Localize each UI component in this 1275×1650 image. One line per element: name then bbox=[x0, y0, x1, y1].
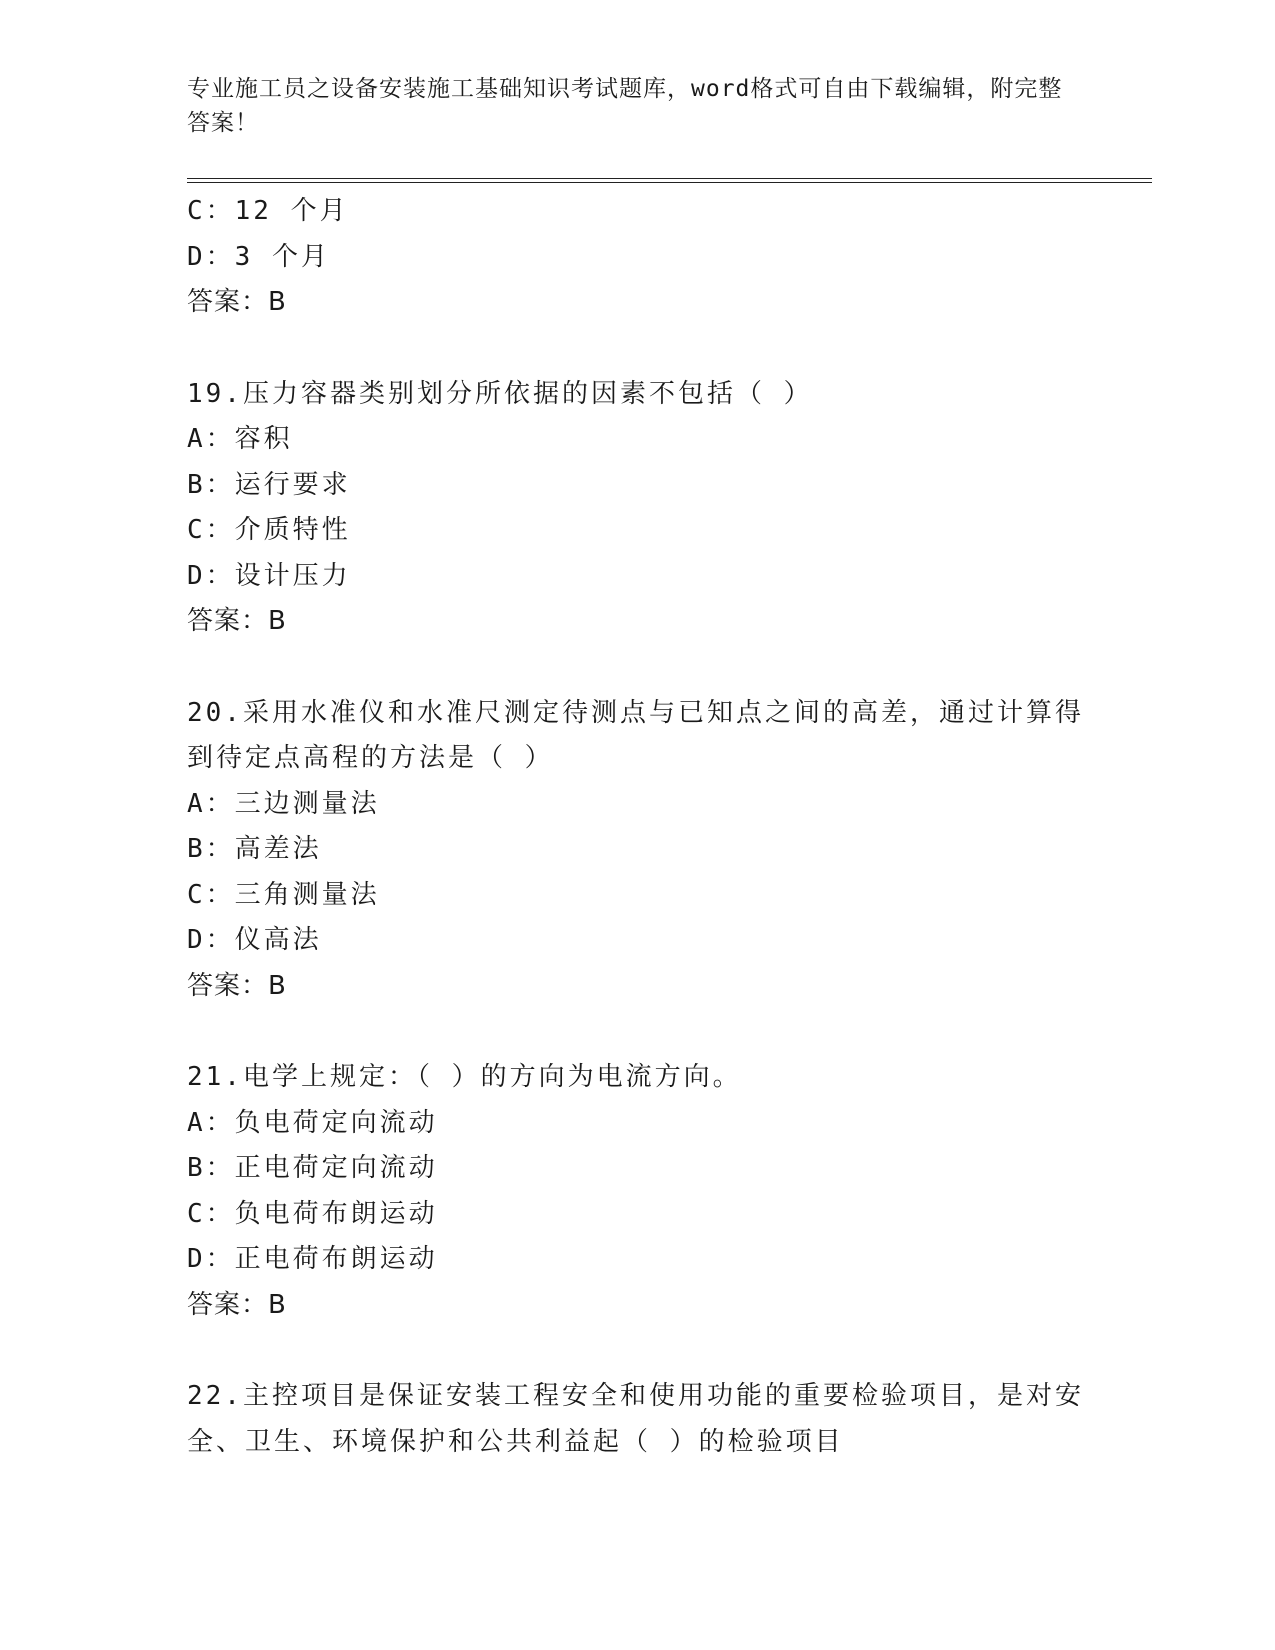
answer-line: 答案：B bbox=[187, 1289, 287, 1320]
option-d bbox=[187, 1237, 1087, 1283]
option-label: C： bbox=[187, 515, 235, 545]
question-number: 20. bbox=[187, 697, 243, 728]
option-text: 三边测量法 bbox=[234, 788, 380, 819]
question-text: 主控项目是保证安装工程安全和使用功能的重要检验项目，是对安 bbox=[242, 1381, 1084, 1411]
option-c bbox=[187, 508, 1087, 554]
question-19 bbox=[187, 372, 1087, 645]
option-label: B： bbox=[187, 1153, 235, 1183]
option-text: 运行要求 bbox=[234, 469, 351, 500]
option-b bbox=[187, 827, 1087, 873]
header-divider-bottom bbox=[187, 182, 1152, 183]
continued-question bbox=[187, 189, 1087, 326]
option-label: C： bbox=[187, 1198, 235, 1229]
page-header-title: 专业施工员之设备安装施工基础知识考试题库，word格式可自由下载编辑，附完整答案！ bbox=[187, 76, 1063, 136]
option-label: C： bbox=[187, 196, 235, 226]
header-divider-top bbox=[187, 178, 1152, 179]
option-a bbox=[187, 417, 1087, 463]
question-text: 采用水准仪和水准尺测定待测点与已知点之间的高差，通过计算得 bbox=[242, 697, 1084, 728]
question-number: 19. bbox=[187, 378, 243, 409]
option-text: 12 个月 bbox=[234, 196, 349, 226]
option-text: 负电荷定向流动 bbox=[234, 1107, 438, 1138]
option-label: D： bbox=[187, 241, 235, 272]
question-20 bbox=[187, 691, 1087, 1010]
option-label: C： bbox=[187, 879, 235, 910]
document-body bbox=[187, 189, 1087, 1465]
option-label: B： bbox=[187, 834, 235, 864]
question-22 bbox=[187, 1374, 1087, 1465]
option-d bbox=[187, 918, 1087, 964]
option-label: A： bbox=[187, 788, 235, 819]
option-text: 负电荷布朗运动 bbox=[234, 1198, 438, 1229]
option-text: 正电荷布朗运动 bbox=[234, 1244, 438, 1274]
option-text: 仪高法 bbox=[234, 925, 322, 955]
option-label: D： bbox=[187, 1244, 235, 1274]
question-text: 电学上规定：（ ）的方向为电流方向。 bbox=[242, 1062, 742, 1092]
option-label: A： bbox=[187, 1107, 235, 1138]
option-c bbox=[187, 873, 1087, 919]
option-b bbox=[187, 1146, 1087, 1192]
question-stem-line-1 bbox=[187, 1374, 1087, 1420]
answer-line: 答案：B bbox=[187, 606, 287, 636]
option-label: B： bbox=[187, 469, 235, 500]
option-a bbox=[187, 782, 1087, 828]
option-label: D： bbox=[187, 560, 235, 591]
answer-line: 答案：B bbox=[187, 970, 287, 1001]
option-text: 设计压力 bbox=[234, 560, 351, 591]
question-stem-line-2: 到待定点高程的方法是（ ） bbox=[187, 743, 554, 773]
option-d bbox=[187, 235, 1087, 281]
question-number: 22. bbox=[187, 1381, 243, 1411]
option-c bbox=[187, 1192, 1087, 1238]
question-stem-line-2: 全、卫生、环境保护和公共利益起（ ）的检验项目 bbox=[187, 1426, 844, 1457]
question-number: 21. bbox=[187, 1062, 243, 1092]
option-text: 三角测量法 bbox=[234, 879, 380, 910]
option-text: 介质特性 bbox=[234, 515, 351, 545]
option-b bbox=[187, 463, 1087, 509]
option-a bbox=[187, 1101, 1087, 1147]
option-text: 高差法 bbox=[234, 834, 322, 864]
question-text: 压力容器类别划分所依据的因素不包括（ ） bbox=[242, 378, 813, 409]
question-stem bbox=[187, 372, 1087, 418]
question-stem-line-1 bbox=[187, 691, 1087, 737]
option-label: A： bbox=[187, 424, 235, 454]
answer-line: 答案：B bbox=[187, 287, 287, 317]
option-d bbox=[187, 554, 1087, 600]
option-text: 3 个月 bbox=[234, 241, 330, 272]
question-stem bbox=[187, 1055, 1087, 1101]
question-21 bbox=[187, 1055, 1087, 1328]
option-text: 正电荷定向流动 bbox=[234, 1153, 438, 1183]
option-c bbox=[187, 189, 1087, 235]
option-text: 容积 bbox=[234, 424, 293, 454]
option-label: D： bbox=[187, 925, 235, 955]
